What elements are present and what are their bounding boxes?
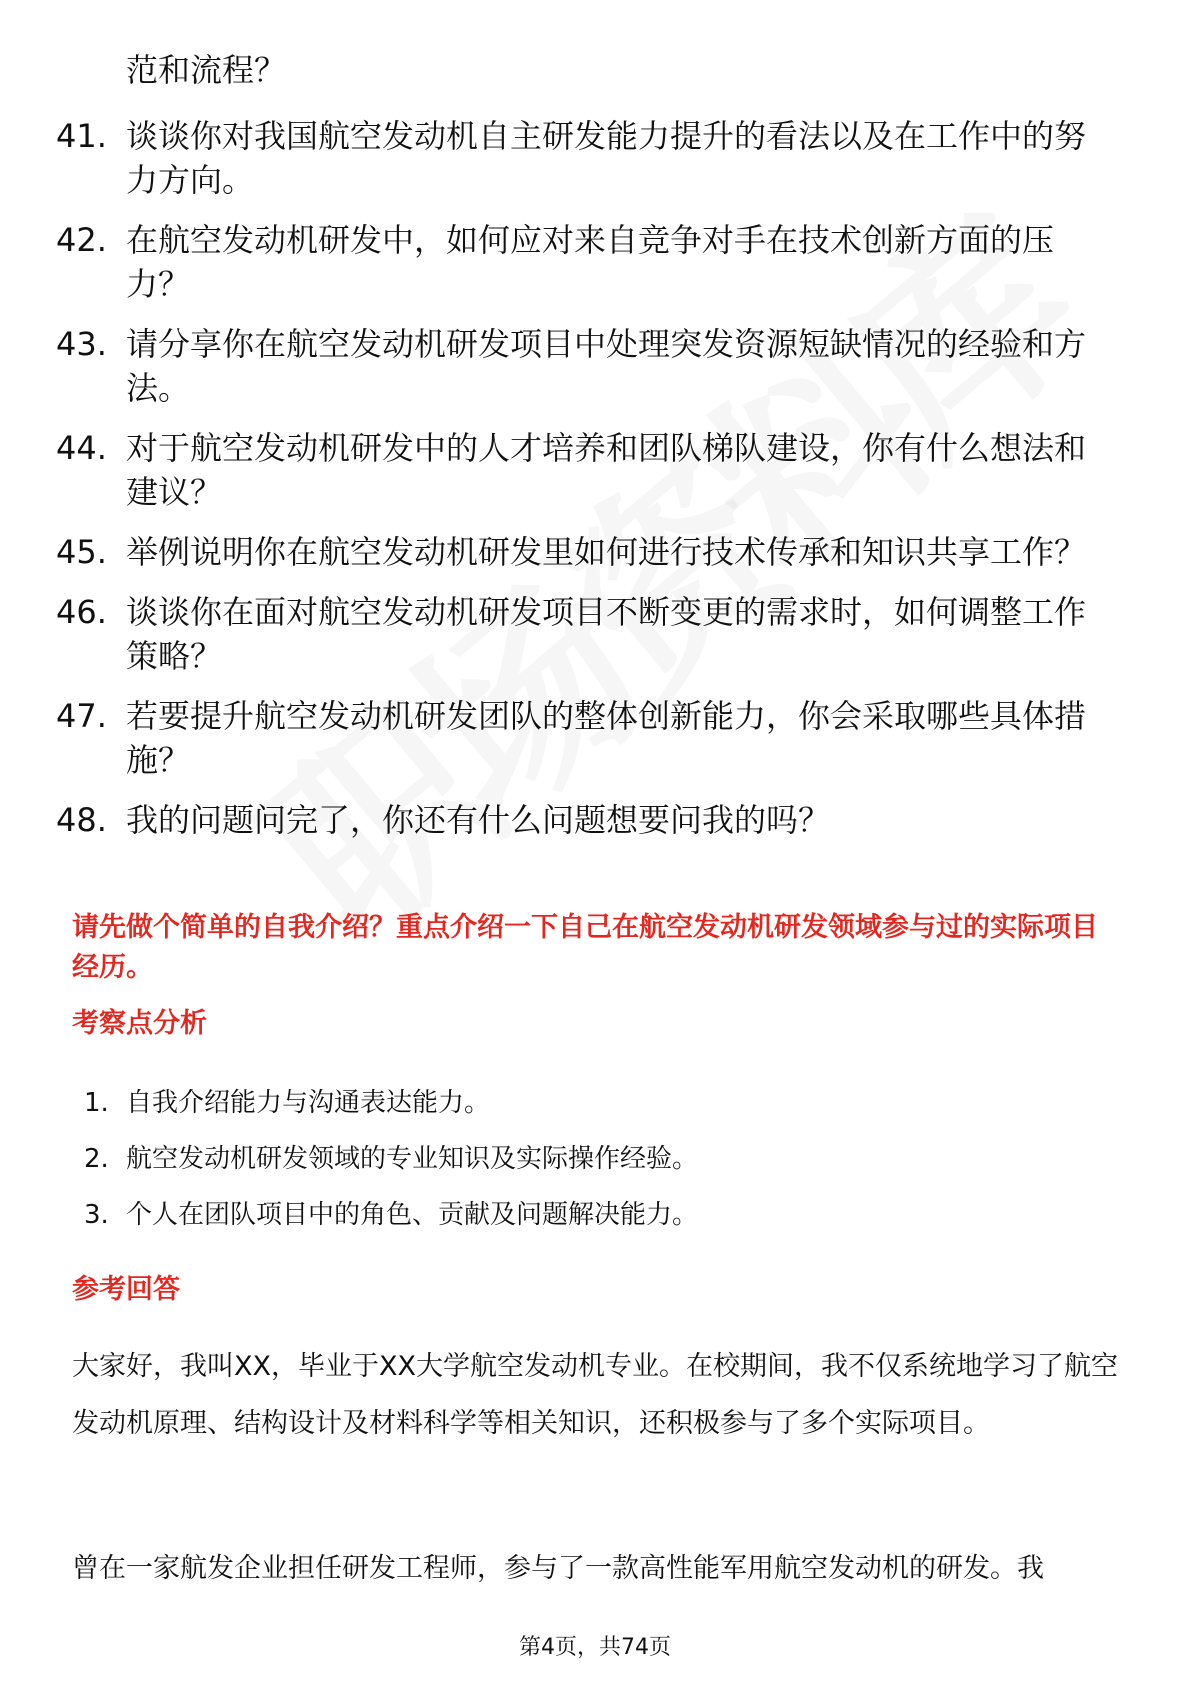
point-number: 3.	[84, 1200, 109, 1230]
question-text: 谈谈你在面对航空发动机研发项目不断变更的需求时，如何调整工作策略？	[126, 593, 1087, 675]
question-text: 我的问题问完了，你还有什么问题想要问我的吗？	[126, 801, 831, 839]
question-number: 41.	[56, 117, 107, 155]
list-item	[56, 694, 1116, 782]
question-text: 在航空发动机研发中，如何应对来自竞争对手在技术创新方面的压力？	[126, 221, 1055, 303]
question-number: 48.	[56, 801, 107, 839]
question-text: 谈谈你对我国航空发动机自主研发能力提升的看法以及在工作中的努力方向。	[126, 117, 1087, 199]
question-number: 47.	[56, 697, 107, 735]
analysis-section-title: 考察点分析	[72, 1008, 207, 1039]
reference-section-title: 参考回答	[72, 1274, 180, 1305]
analysis-points-list	[84, 1085, 1084, 1253]
point-text: 航空发动机研发领域的专业知识及实际操作经验。	[126, 1144, 699, 1174]
featured-question-heading: 请先做个简单的自我介绍？重点介绍一下自己在航空发动机研发领域参与过的实际项目经历。	[72, 912, 1098, 983]
list-item	[56, 218, 1116, 306]
question-text: 举例说明你在航空发动机研发里如何进行技术传承和知识共享工作？	[126, 533, 1087, 571]
list-item	[84, 1197, 1084, 1233]
question-continuation: 范和流程？	[126, 51, 287, 89]
list-item	[56, 530, 1116, 574]
point-text: 自我介绍能力与沟通表达能力。	[126, 1088, 491, 1118]
question-list	[56, 114, 1116, 858]
list-item	[56, 798, 1116, 842]
point-number: 1.	[84, 1088, 109, 1118]
list-item	[84, 1085, 1084, 1121]
question-number: 42.	[56, 221, 107, 259]
question-text: 若要提升航空发动机研发团队的整体创新能力，你会采取哪些具体措施？	[126, 697, 1087, 779]
question-text: 对于航空发动机研发中的人才培养和团队梯队建设，你有什么想法和建议？	[126, 429, 1087, 511]
answer-paragraph: 大家好，我叫XX，毕业于XX大学航空发动机专业。在校期间，我不仅系统地学习了航空发动机原理、结构设计及材料科学等相关知识，还积极参与了多个实际项目。	[72, 1351, 1118, 1439]
answer-paragraph: 曾在一家航发企业担任研发工程师，参与了一款高性能军用航空发动机的研发。我	[72, 1553, 1044, 1584]
list-item	[56, 426, 1116, 514]
page-footer: 第4页，共74页	[519, 1635, 671, 1660]
question-number: 44.	[56, 429, 107, 467]
list-item	[56, 590, 1116, 678]
list-item	[84, 1141, 1084, 1177]
point-text: 个人在团队项目中的角色、贡献及问题解决能力。	[126, 1200, 699, 1230]
list-item	[56, 322, 1116, 410]
question-number: 43.	[56, 325, 107, 363]
list-item	[56, 114, 1116, 202]
point-number: 2.	[84, 1144, 109, 1174]
question-text: 请分享你在航空发动机研发项目中处理突发资源短缺情况的经验和方法。	[126, 325, 1087, 407]
question-number: 46.	[56, 593, 107, 631]
question-number: 45.	[56, 533, 107, 571]
